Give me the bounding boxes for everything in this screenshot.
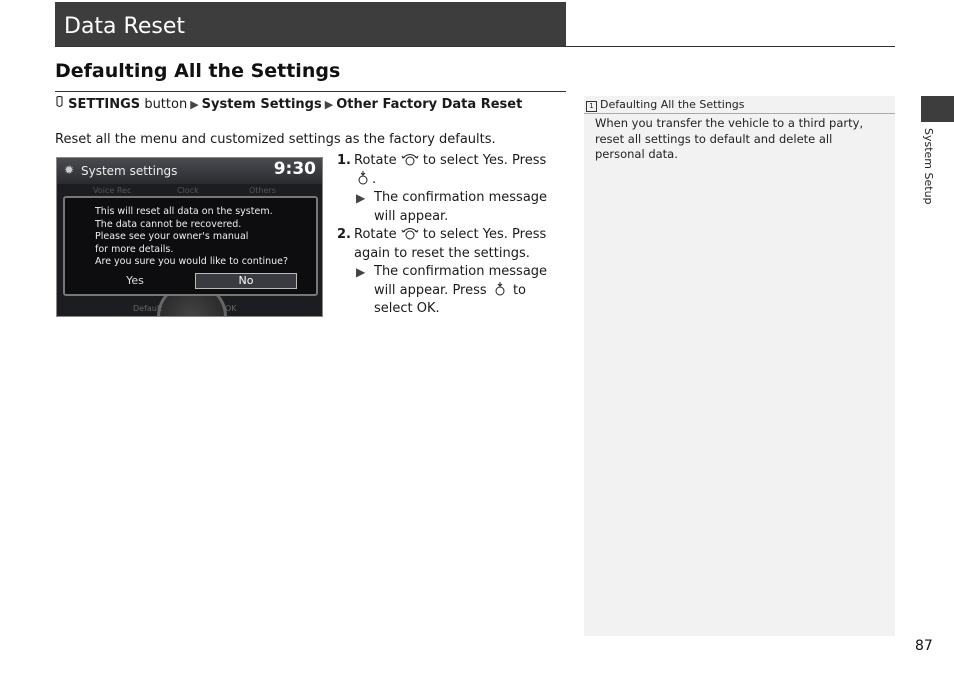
breadcrumb (55, 96, 522, 112)
step-value: Yes (482, 153, 504, 168)
result-arrow-icon: ▶ (356, 191, 366, 205)
page-title: Data Reset (64, 14, 185, 39)
step-2 (337, 226, 567, 319)
note-marker-icon: 1 (586, 101, 597, 112)
page-number: 87 (915, 638, 933, 654)
header-rule (55, 46, 895, 47)
breadcrumb-arrow-icon: ▶ (190, 98, 199, 111)
step-text: Rotate (354, 153, 397, 168)
step-2-result (356, 263, 567, 319)
sidebar-note (584, 96, 895, 636)
press-knob-icon (354, 171, 372, 185)
screen-title: System settings (81, 164, 178, 178)
result-text: . (435, 301, 440, 316)
step-text: . (372, 171, 377, 187)
rotate-knob-icon (401, 152, 419, 166)
no-button[interactable]: No (195, 273, 297, 289)
step-number: 1. (337, 153, 351, 168)
section-rule (55, 91, 566, 92)
result-value: OK (416, 301, 436, 316)
result-text: The confirmation message will appear. Press (374, 264, 548, 298)
breadcrumb-other-factory-data-reset: Other Factory Data Reset (336, 97, 523, 112)
screen-menu-ghost: Others (249, 186, 276, 195)
breadcrumb-settings-suffix: button (144, 97, 188, 112)
breadcrumb-arrow-icon: ▶ (324, 98, 334, 111)
rotate-knob-icon (401, 226, 419, 240)
step-1-result (356, 189, 567, 226)
sidebar-heading-text: Defaulting All the Settings (600, 98, 745, 111)
press-knob-icon (491, 282, 509, 296)
navigation-screen-image (56, 157, 323, 317)
step-1 (337, 152, 567, 226)
result-text: The confirmation message will appear. (374, 190, 548, 224)
screen-menu-ghost: Voice Rec (93, 186, 132, 195)
screen-footer-right: OK (225, 304, 237, 313)
result-arrow-icon: ▶ (356, 265, 366, 279)
screen-menu-ghost: Clock (177, 186, 199, 195)
confirmation-dialog (63, 196, 318, 296)
screen-clock: 9:30 (273, 159, 316, 179)
dialog-message: This will reset all data on the system. The data cannot be recovered. Please see your owner's manual for more details. Are you sure you would like to continue? (95, 206, 289, 267)
step-value: Yes (482, 227, 504, 242)
step-text: to select (422, 153, 479, 168)
procedure-steps (337, 152, 567, 319)
gear-icon: ✹ (64, 163, 75, 177)
sidebar-body: When you transfer the vehicle to a third party, reset all settings to default and delete all personal data. (595, 116, 864, 161)
step-text: to select (422, 227, 479, 242)
screen-footer-left: Default (133, 304, 163, 313)
breadcrumb-settings: SETTINGS (68, 97, 141, 112)
breadcrumb-system-settings: System Settings (201, 97, 322, 112)
step-number: 2. (337, 227, 351, 242)
sidebar-heading (584, 96, 895, 114)
step-text: . Press again to reset the settings. (354, 227, 547, 261)
chapter-tab-label: System Setup (922, 128, 935, 205)
yes-button[interactable]: Yes (126, 274, 144, 287)
step-text: Rotate (354, 227, 397, 242)
result-text: to select (374, 282, 527, 316)
step-text: . Press (503, 153, 547, 168)
settings-button-icon (55, 97, 64, 112)
chapter-tab (921, 96, 954, 122)
section-title: Defaulting All the Settings (55, 60, 341, 82)
intro-text: Reset all the menu and customized settings as the factory defaults. (55, 132, 496, 147)
